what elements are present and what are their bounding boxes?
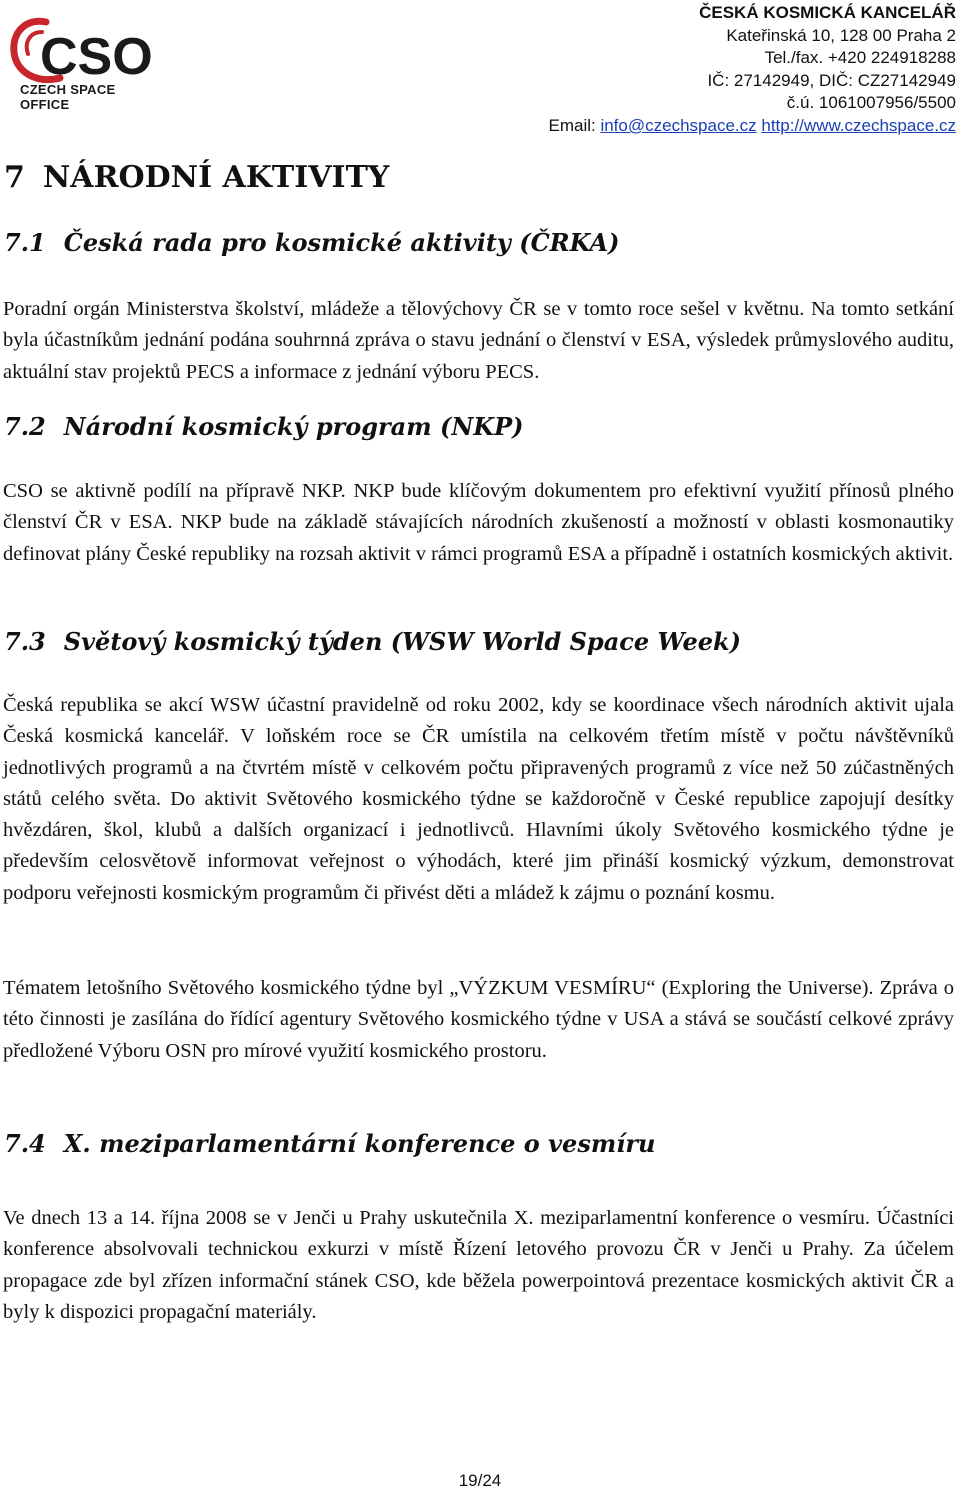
section-number: 7.4 [4,1129,46,1158]
bank-account: č.ú. 1061007956/5500 [786,93,956,113]
page-number: 19/24 [458,1471,502,1490]
section-7-4-paragraph: Ve dnech 13 a 14. října 2008 se v Jenči u Prahy uskutečnila X. meziparlamentní konference o vesmíru. Účastníci konference absolvovali technickou exkurzi v místě Řízení letového provozu ČR v Jenči u Prahy. Za účelem propagace zde byl zřízen informační stánek CSO, kde běžela powerpointová prezentace kosmických aktivit ČR a byly k dispozici propagační materiály. [3,1207,954,1323]
section-7-3-paragraph-1: Česká republika se akcí WSW účastní pravidelně od roku 2002, kdy se koordinace všech národních aktivit ujala Česká kosmická kancelář. V loňském roce se ČR umístila na celkovém třetím místě v počtu návštěvníků jednotlivých programů a na čtvrtém místě v celkovém počtu připravených programů z více než 50 zúčastněných států celého světa. Do aktivit Světového kosmického týdne se každoročně v České republice zapojují desítky hvězdáren, škol, klubů a dalších organizací i jednotlivců. Hlavními úkoly Světového kosmického týdne je především celosvětově informovat veřejnost o výhodách, které jim přináší kosmický výzkum, demonstrovat podporu veřejnosti kosmickým programům či přivést děti a mládež k zájmu o poznání kosmu. [3,694,954,904]
address: Kateřinská 10, 128 00 Praha 2 [726,25,956,45]
chapter-heading [4,160,389,195]
section-title: X. meziparlamentární konference o vesmíru [63,1129,656,1158]
section-heading-7-1 [4,228,619,257]
chapter-number: 7 [4,160,25,195]
section-7-2-paragraph: CSO se aktivně podílí na přípravě NKP. NKP bude klíčovým dokumentem pro efektivní využití přínosů plného členství ČR v ESA. NKP bude na základě stávajících národních zkušeností a možností v oblasti kosmonautiky definovat plány České republiky na rozsah aktivit v rámci programů ESA a případně i ostatních kosmických aktivit. [3,480,954,565]
org-name: ČESKÁ KOSMICKÁ KANCELÁŘ [699,3,956,22]
section-title: Česká rada pro kosmické aktivity (ČRKA) [63,228,620,257]
section-title: Světový kosmický týden (WSW World Space Week) [63,627,742,656]
email-label: Email: [548,115,596,135]
section-7-3-paragraph-2: Tématem letošního Světového kosmického týdne byl „VÝZKUM VESMÍRU“ (Exploring the Universe). Zpráva o této činnosti je zasílána do řídící agentury Světového kosmického týdne v USA a stává se součástí celkové zprávy předložené Výboru OSN pro mírové využití kosmického prostoru. [3,977,954,1062]
logo-caption: CZECH SPACE OFFICE [20,82,116,112]
chapter-title: NÁRODNÍ AKTIVITY [42,160,390,195]
section-heading-7-2 [4,412,524,441]
section-number: 7.3 [4,627,46,656]
section-number: 7.1 [4,228,46,257]
phone: Tel./fax. +420 224918288 [764,48,956,68]
company-ids: IČ: 27142949, DIČ: CZ27142949 [707,70,956,90]
section-heading-7-3 [4,627,741,656]
section-heading-7-4 [4,1129,655,1158]
section-7-1-paragraph: Poradní orgán Ministerstva školství, mládeže a tělovýchovy ČR se v tomto roce sešel v květnu. Na tomto setkání byla účastníkům jednání podána souhrnná zpráva o stavu jednání o členství v ESA, výsledek průmyslového auditu, aktuální stav projektů PECS a informace z jednání výboru PECS. [3,298,954,383]
website-link[interactable]: http://www.czechspace.cz [761,115,956,135]
cso-logo-graphic [6,10,164,90]
email-link[interactable]: info@czechspace.cz [600,115,757,135]
contact-block [548,2,956,138]
email-line [548,115,956,138]
logo-text: CSO [40,28,153,86]
section-number: 7.2 [4,412,46,441]
section-title: Národní kosmický program (NKP) [63,412,524,441]
